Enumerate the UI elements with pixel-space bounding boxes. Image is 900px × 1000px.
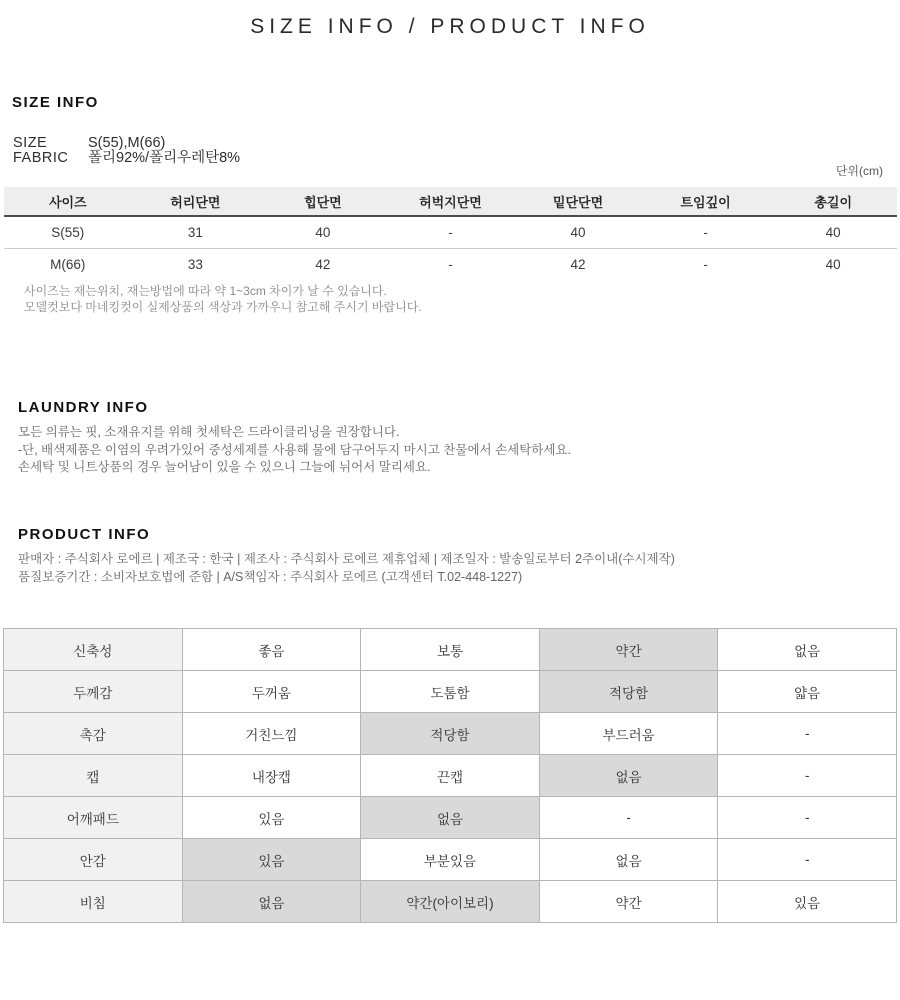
size-meta-value: S(55),M(66)	[88, 135, 166, 151]
attr-option-cell: -	[718, 797, 897, 839]
size-table-row	[4, 216, 897, 248]
size-info-heading: SIZE INFO	[12, 94, 99, 111]
attr-selected-option-cell: 약간	[539, 629, 718, 671]
size-table-cell: 31	[132, 216, 260, 248]
attr-selected-option-cell: 없음	[539, 755, 718, 797]
product-line: 품질보증기간 : 소비자보호법에 준함 | A/S책임자 : 주식회사 로에르 (고객센터 T.02-448-1227)	[18, 569, 523, 584]
size-table-cell: 40	[259, 216, 387, 248]
attr-label-cell: 어깨패드	[4, 797, 183, 839]
size-table-cell: M(66)	[50, 256, 86, 272]
attr-label-cell: 안감	[4, 839, 183, 881]
size-table-header-row	[4, 187, 897, 216]
product-lines	[18, 551, 675, 586]
product-line: 판매자 : 주식회사 로에르 | 제조국 : 한국 | 제조사 : 주식회사 로에르 제휴업체 | 제조일자 : 발송일로부터 2주이내(수시제작)	[18, 552, 675, 566]
size-table-cell: 40	[769, 216, 897, 248]
size-table-cell: S(55)	[4, 216, 132, 248]
size-table-cell: 40	[825, 256, 841, 272]
laundry-line: 모든 의류는 핏, 소재유지를 위해 첫세탁은 드라이클리닝을 권장합니다.	[18, 425, 400, 439]
fabric-meta-row	[13, 151, 240, 166]
attr-selected-option-cell: 약간(아이보리)	[361, 881, 540, 923]
attr-option-cell: 없음	[539, 839, 718, 881]
attr-option-cell: 얇음	[718, 671, 897, 713]
attr-table-row	[4, 755, 897, 797]
page-title: SIZE INFO / PRODUCT INFO	[250, 15, 650, 38]
attr-option-cell: 끈캡	[361, 755, 540, 797]
size-table-cell: 42	[315, 256, 331, 272]
size-meta-label: SIZE	[13, 135, 48, 151]
attr-option-cell: 있음	[182, 797, 361, 839]
size-table-header-cell: 총길이	[769, 187, 897, 216]
size-meta-row	[13, 136, 240, 151]
attr-selected-option-cell: 적당함	[361, 713, 540, 755]
size-notes	[24, 284, 422, 315]
attr-table-row	[4, 629, 897, 671]
unit-note: 단위(cm)	[835, 164, 883, 178]
attr-selected-option-cell: 없음	[361, 797, 540, 839]
size-meta	[13, 136, 240, 166]
attr-option-cell: 거친느낌	[182, 713, 361, 755]
attr-option-cell: -	[718, 839, 897, 881]
attr-label-cell: 두께감	[4, 671, 183, 713]
size-table-cell: 33	[187, 256, 203, 272]
attributes-table	[3, 628, 897, 923]
attr-option-cell: 부드러움	[539, 713, 718, 755]
attr-option-cell: 두꺼움	[182, 671, 361, 713]
size-table-header-cell: 사이즈	[4, 187, 132, 216]
fabric-meta-label: FABRIC	[13, 150, 69, 166]
attr-label-cell: 신축성	[4, 629, 183, 671]
size-table-header-cell: 허리단면	[132, 187, 260, 216]
laundry-info-heading: LAUNDRY INFO	[18, 399, 149, 416]
attr-label-cell: 촉감	[4, 713, 183, 755]
attr-option-cell: 약간	[539, 881, 718, 923]
attr-table-row	[4, 797, 897, 839]
size-note-line: 모델컷보다 마네킹컷이 실제상품의 색상과 가까우니 참고해 주시기 바랍니다.	[24, 299, 422, 314]
size-table-cell: -	[642, 216, 770, 248]
attr-table-row	[4, 839, 897, 881]
laundry-lines	[18, 424, 571, 477]
size-table-header-cell: 힙단면	[259, 187, 387, 216]
attr-selected-option-cell: 적당함	[539, 671, 718, 713]
attr-table-row	[4, 671, 897, 713]
attr-option-cell: 있음	[718, 881, 897, 923]
size-table	[4, 187, 897, 280]
attr-option-cell: 좋음	[182, 629, 361, 671]
attr-option-cell: 부분있음	[361, 839, 540, 881]
size-table-cell: -	[703, 256, 708, 272]
attr-table-row	[4, 881, 897, 923]
size-table-row	[4, 248, 897, 280]
laundry-line: 손세탁 및 니트상품의 경우 늘어남이 있을 수 있으니 그늘에 뉘어서 말리세요.	[18, 460, 431, 474]
size-table-header-cell: 밑단단면	[514, 187, 642, 216]
laundry-line: -단, 배색제품은 이염의 우려가있어 중성세제를 사용해 물에 담구어두지 마시고 찬물에서 손세탁하세요.	[18, 442, 571, 457]
attr-option-cell: 없음	[718, 629, 897, 671]
size-table-header-cell: 트임깊이	[642, 187, 770, 216]
size-table-cell: -	[387, 216, 515, 248]
size-table-header-cell: 허벅지단면	[387, 187, 515, 216]
attr-selected-option-cell: 있음	[182, 839, 361, 881]
size-table-cell: 40	[514, 216, 642, 248]
product-info-heading: PRODUCT INFO	[18, 526, 151, 543]
size-table-cell: -	[448, 256, 453, 272]
attr-table-row	[4, 713, 897, 755]
attr-option-cell: -	[539, 797, 718, 839]
attr-option-cell: 내장캡	[182, 755, 361, 797]
attr-selected-option-cell: 없음	[182, 881, 361, 923]
size-note-line: 사이즈는 재는위치, 재는방법에 따라 약 1~3cm 차이가 날 수 있습니다.	[24, 284, 387, 298]
attr-label-cell: 비침	[4, 881, 183, 923]
attr-option-cell: 보통	[361, 629, 540, 671]
attr-option-cell: -	[718, 755, 897, 797]
attr-label-cell: 캡	[4, 755, 183, 797]
attr-option-cell: 도톰함	[361, 671, 540, 713]
size-table-cell: 42	[570, 256, 586, 272]
fabric-meta-value: 폴리92%/폴리우레탄8%	[88, 150, 241, 166]
attr-option-cell: -	[718, 713, 897, 755]
